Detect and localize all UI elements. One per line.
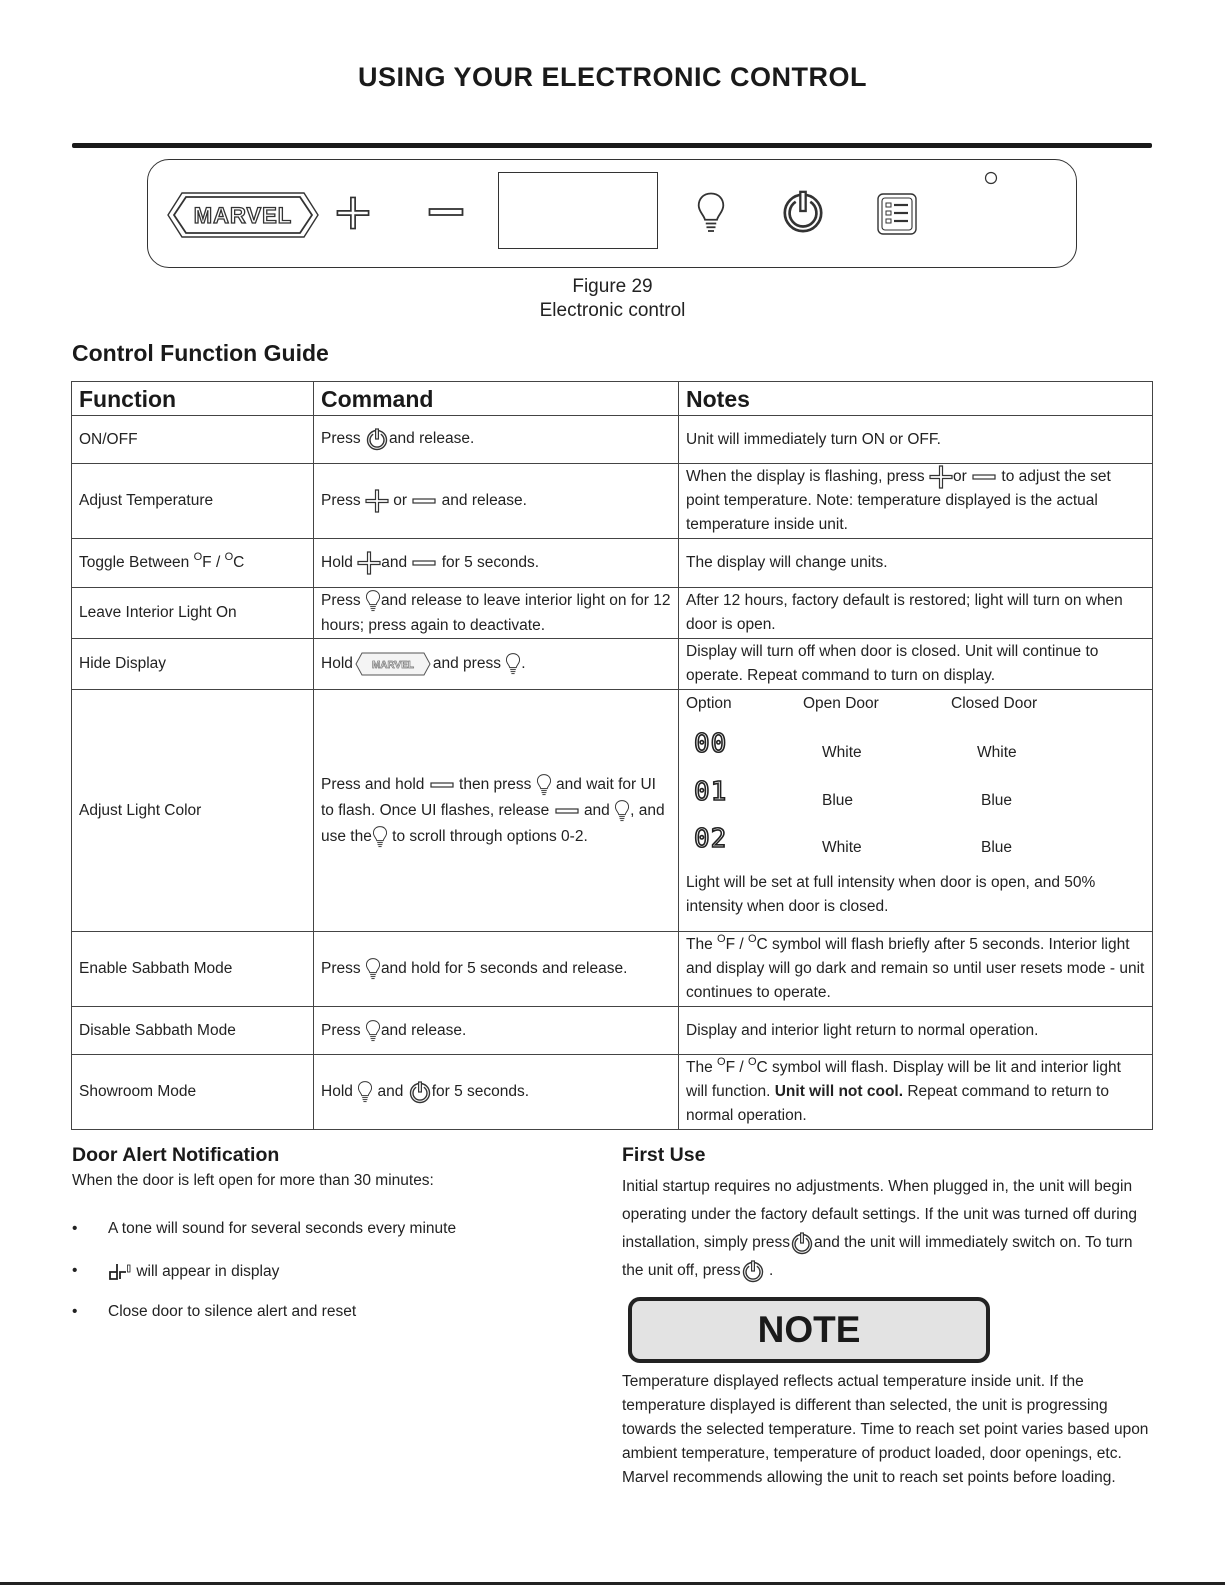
figure-caption-text: Electronic control bbox=[539, 300, 686, 321]
option-01-open: Blue bbox=[822, 792, 854, 809]
plus-icon bbox=[365, 489, 389, 513]
svg-text:00: 00 bbox=[694, 730, 728, 756]
notes-cell: The $^O$F / $^O$C symbol will flash. Display will be lit and interior light will function. Unit will not cool. Repeat command to return to normal operation. bbox=[679, 1055, 1153, 1130]
minus-icon bbox=[429, 781, 455, 789]
plus-icon bbox=[357, 551, 381, 575]
section-heading-control-guide: Control Function Guide bbox=[72, 340, 329, 366]
page-title: USING YOUR ELECTRONIC CONTROL bbox=[357, 62, 868, 92]
seven-segment-02 bbox=[694, 825, 730, 859]
door-alert-heading: Door Alert Notification bbox=[72, 1144, 280, 1166]
svg-text:01: 01 bbox=[694, 778, 728, 804]
light-bulb-icon bbox=[365, 1018, 381, 1044]
option-01-closed: Blue bbox=[981, 792, 1013, 809]
command-cell: Press or and release. bbox=[314, 464, 679, 539]
notes-cell: Display and interior light return to normal operation. bbox=[679, 1007, 1153, 1055]
minus-icon bbox=[971, 473, 997, 481]
function-cell: Adjust Light Color bbox=[72, 690, 314, 932]
minus-icon bbox=[411, 497, 437, 505]
function-cell: Leave Interior Light On bbox=[72, 588, 314, 639]
light-bulb-icon bbox=[365, 588, 381, 614]
svg-text:MARVEL: MARVEL bbox=[371, 660, 414, 671]
notes-cell: After 12 hours, factory default is restored; light will turn on when door is open. bbox=[679, 588, 1153, 639]
table-row bbox=[72, 539, 1153, 588]
first-use-heading: First Use bbox=[622, 1144, 706, 1166]
figure-number: Figure 29 bbox=[572, 276, 653, 297]
command-cell: Press and hold for 5 seconds and release. bbox=[314, 932, 679, 1007]
light-color-options bbox=[686, 692, 1145, 918]
logo-text: MARVEL bbox=[193, 203, 293, 228]
function-cell: Adjust Temperature bbox=[72, 464, 314, 539]
notes-cell: When the display is flashing, press or to adjust the set point temperature. Note: temperature displayed is the actual temperature inside unit. bbox=[679, 464, 1153, 539]
option-00-open: White bbox=[822, 744, 862, 761]
first-use-text: Initial startup requires no adjustments. When plugged in, the unit will begin operating under the factory default settings. If the unit was turned off during installation, simply press and the unit will immediately switch on. To turn the unit off, press . bbox=[622, 1173, 1152, 1285]
light-bulb-icon bbox=[365, 956, 381, 982]
notes-cell: Display will turn off when door is closed. Unit will continue to operate. Repeat command to turn on display. bbox=[679, 639, 1153, 690]
column-header-notes: Notes bbox=[679, 382, 1153, 416]
seven-segment-01 bbox=[694, 778, 730, 812]
table-row bbox=[72, 464, 1153, 539]
control-panel-figure bbox=[147, 159, 1077, 268]
display-window bbox=[498, 172, 658, 249]
function-cell: ON/OFF bbox=[72, 416, 314, 464]
power-icon bbox=[780, 188, 826, 234]
function-cell: Enable Sabbath Mode bbox=[72, 932, 314, 1007]
menu-icon bbox=[876, 192, 918, 236]
control-function-table bbox=[71, 381, 1153, 1130]
header-rule bbox=[72, 143, 1152, 148]
notes-cell: Unit will immediately turn ON or OFF. bbox=[679, 416, 1153, 464]
column-header-function: Function bbox=[72, 382, 314, 416]
power-icon bbox=[741, 1259, 765, 1283]
notes-cell: The display will change units. bbox=[679, 539, 1153, 588]
command-cell: Press and release. bbox=[314, 1007, 679, 1055]
command-cell: Press and release to leave interior light on for 12 hours; press again to deactivate. bbox=[314, 588, 679, 639]
command-cell: Press and release. bbox=[314, 416, 679, 464]
svg-text:02: 02 bbox=[694, 825, 728, 851]
option-00-closed: White bbox=[977, 744, 1017, 761]
note-banner: NOTE bbox=[628, 1297, 990, 1363]
minus-icon bbox=[428, 206, 464, 218]
light-bulb-icon bbox=[505, 651, 521, 677]
option-02-open: White bbox=[822, 839, 862, 856]
command-cell: Hold and for 5 seconds. bbox=[314, 539, 679, 588]
minus-icon bbox=[554, 807, 580, 815]
table-header-row bbox=[72, 382, 1153, 416]
note-text: Temperature displayed reflects actual temperature inside unit. If the temperature displayed is different than selected, the unit is progressing towards the selected temperature. Time to reach set point varies based upon ambient temperature, temperature of product loaded, door openings, etc. Marvel recommends allowing the unit to reach set points before loading. bbox=[622, 1373, 1149, 1486]
column-header-command: Command bbox=[314, 382, 679, 416]
option-header: Option bbox=[686, 695, 732, 712]
plus-icon bbox=[929, 465, 953, 489]
light-intensity-note: Light will be set at full intensity when door is open, and 50% intensity when door is closed. bbox=[686, 874, 1096, 915]
function-cell: Showroom Mode bbox=[72, 1055, 314, 1130]
table-row bbox=[72, 639, 1153, 690]
light-bulb-icon bbox=[614, 798, 630, 824]
command-cell: Press and hold then press and wait for UI to flash. Once UI flashes, release and , and use the to scroll through options 0-2. bbox=[314, 690, 679, 932]
power-icon bbox=[790, 1231, 814, 1255]
function-cell: Disable Sabbath Mode bbox=[72, 1007, 314, 1055]
table-row bbox=[72, 690, 1153, 932]
seven-segment-00 bbox=[694, 730, 730, 764]
plus-icon bbox=[336, 196, 370, 230]
table-row bbox=[72, 588, 1153, 639]
power-icon bbox=[408, 1080, 432, 1104]
table-row bbox=[72, 1007, 1153, 1055]
indicator-light bbox=[984, 171, 998, 185]
light-bulb-icon bbox=[357, 1079, 373, 1105]
open-door-header: Open Door bbox=[803, 695, 879, 712]
command-cell: Hold MARVEL and press . bbox=[314, 639, 679, 690]
function-cell: Toggle Between $^O$F / $^O$C bbox=[72, 539, 314, 588]
command-cell: Hold and for 5 seconds. bbox=[314, 1055, 679, 1130]
light-bulb-icon bbox=[372, 824, 388, 850]
marvel-logo-icon bbox=[353, 651, 433, 677]
table-row bbox=[72, 416, 1153, 464]
function-cell: Hide Display bbox=[72, 639, 314, 690]
closed-door-header: Closed Door bbox=[951, 695, 1038, 712]
light-bulb-icon bbox=[536, 772, 552, 798]
door-alert-intro: When the door is left open for more than 30 minutes: bbox=[72, 1172, 434, 1189]
marvel-logo-button bbox=[160, 187, 326, 243]
notes-cell-light-options bbox=[679, 690, 1153, 932]
notes-cell: The $^O$F / $^O$C symbol will flash briefly after 5 seconds. Interior light and display will go dark and remain so until user resets mode - unit continues to operate. bbox=[679, 932, 1153, 1007]
minus-icon bbox=[411, 559, 437, 567]
option-02-closed: Blue bbox=[981, 839, 1013, 856]
light-bulb-icon bbox=[696, 190, 726, 236]
dr-display-glyph bbox=[108, 1262, 132, 1282]
table-row bbox=[72, 1055, 1153, 1130]
figure-caption bbox=[0, 275, 1225, 323]
table-row bbox=[72, 932, 1153, 1007]
power-icon bbox=[365, 427, 389, 451]
